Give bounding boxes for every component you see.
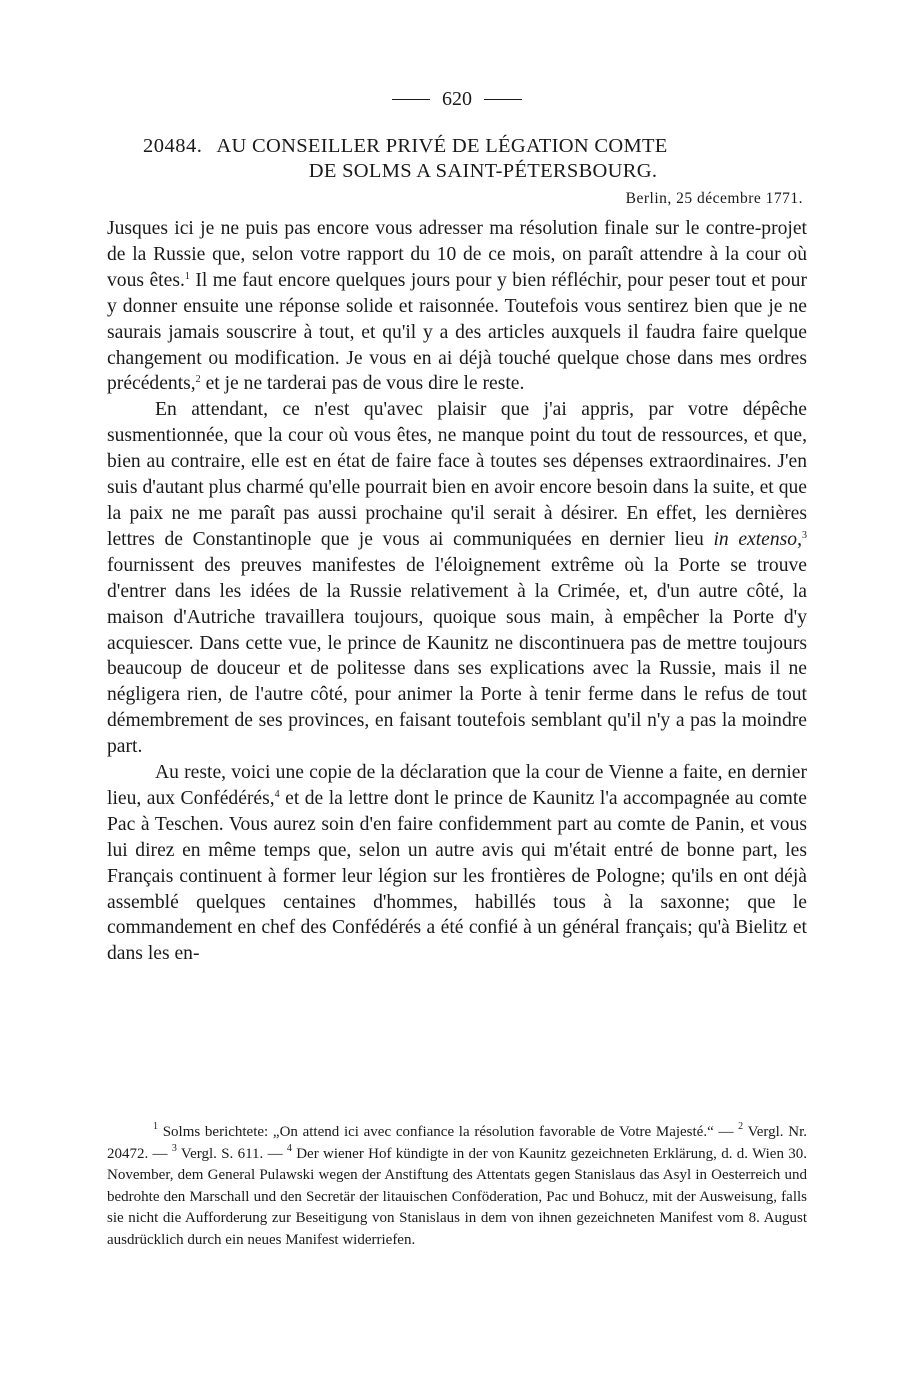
footnote-ref-1: 1 xyxy=(184,270,190,282)
running-head xyxy=(107,86,807,112)
footnote-2-text: Vergl. Nr. 20472. — xyxy=(107,1124,808,1162)
left-rule xyxy=(392,99,430,100)
footnote-ref-3: 3 xyxy=(802,529,807,541)
heading-line-1 xyxy=(107,134,807,159)
paragraph-3-text-b: et de la lettre dont le prince de Kaunitz l'a accompagnée au comte Pac à Teschen. Vous aurez soin d'en faire confidemment part au comte de Panin, et vous lui direz en même temps que, selon un autre avis qui m'était entré de bonne part, les Français continuent à former leur légion sur les frontières de Pologne; qu'ils en ont déjà assemblé quelques centaines d'hommes, habillés tous à la saxonne; que le commandement en chef des Confédérés a été confié à un général français; qu'à Bielitz et dans les en- xyxy=(107,787,807,965)
footnote-block xyxy=(107,1122,807,1251)
footnote-mark-2: 2 xyxy=(738,1121,744,1132)
paragraph-2 xyxy=(107,397,807,760)
letter-number: 20484. xyxy=(143,135,203,157)
paragraph-3-text-a: Au reste, voici une copie de la déclaration que la cour de Vienne a faite, en dernier lieu, aux Confédérés, xyxy=(107,762,807,809)
footnote-3-text: Vergl. S. 611. — xyxy=(176,1145,287,1162)
paragraph-2-text-a: En attendant, ce n'est qu'avec plaisir que j'ai appris, par votre dépêche susmentionnée, que la cour où vous êtes, ne manque point du tout de ressources, et que, bien au contraire, elle est en état de faire face à toutes ses dépenses extraordinaires. J'en suis d'autant plus charmé qu'elle pourrait bien en avoir encore besoin dans la suite, et que la paix ne me paraît pas aussi prochaine qu'il serait à désirer. En effet, les dernières lettres de Constantinople que je vous ai communiquées en dernier lieu xyxy=(107,399,807,550)
letter-body xyxy=(107,216,807,967)
italic-phrase: in extenso xyxy=(713,528,798,550)
page-number: 620 xyxy=(442,88,472,110)
letter-heading xyxy=(107,134,807,184)
footnote-1-text: Solms berichtete: „On attend ici avec confiance la résolution favorable de Votre Majesté.“ — xyxy=(158,1124,739,1140)
paragraph-3 xyxy=(107,760,807,967)
paragraph-1-text-c: et je ne tarderai pas de vous dire le reste. xyxy=(200,373,525,395)
paragraph-1-text-b: Il me faut encore quelques jours pour y bien réfléchir, pour peser tout et pour y donner ensuite une réponse solide et raisonnée. Toutefois vous sentirez bien que je ne saurais jamais souscrire à tout, et qu'il y a des articles auxquels il faudra faire quelque changement ou modification. Je vous en ai déjà touché quelque chose dans mes ordres précédents, xyxy=(107,269,808,395)
paragraph-1 xyxy=(107,216,807,397)
paragraph-1-text-a: Jusques ici je ne puis pas encore vous adresser ma résolution finale sur le contre-projet de la Russie que, selon votre rapport du 10 de ce mois, on paraît attendre à la cour où vous êtes. xyxy=(107,218,807,291)
heading-line-2: DE SOLMS A SAINT-PÉTERSBOURG. xyxy=(308,160,658,182)
dateline: Berlin, 25 décembre 1771. xyxy=(625,190,803,207)
footnote-ref-4: 4 xyxy=(274,788,280,800)
paragraph-2-text-c: fournissent des preuves manifestes de l'éloignement extrême où la Porte se trouve d'entrer dans les idées de la Russie relativement à la Crimée, et, d'un autre côté, la maison d'Autriche travaillera toujours, quoique sous main, à empêcher la Porte d'y acquiescer. Dans cette vue, le prince de Kaunitz ne discontinuera pas de mettre toujours beaucoup de douceur et de politesse dans ses explications avec la Russie, mais il ne négligera rien, de l'autre côté, pour animer la Porte à tenir ferme dans le refus de tout démembrement de ses provinces, en faisant toutefois semblant qu'il n'y a pas la moindre part. xyxy=(107,554,807,758)
heading-title-1: AU CONSEILLER PRIVÉ DE LÉGATION COMTE xyxy=(216,135,668,157)
footnote-mark-1: 1 xyxy=(153,1121,158,1132)
paragraph-2-text-b: , xyxy=(797,528,802,550)
footnote-mark-3: 3 xyxy=(171,1142,177,1154)
footnote-4-text: Der wiener Hof kündigte in der von Kaunitz gezeichneten Erklärung, d. d. Wien 30. November, dem General Pulawski wegen der Anstiftung des Attentats gegen Stanislaus das Asyl in Oesterreich und bedrohte den Marschall und den Secretär der litauischen Conföderation, Pac und Bohucz, mit der Ausweisung, falls sie nicht die Aufforderung zur Beseitigung von Stanislaus in dem von ihnen gezeichneten Manifest vom 8. August ausdrücklich durch ein neues Manifest widerriefen. xyxy=(107,1145,808,1248)
page xyxy=(107,86,807,967)
footnotes xyxy=(107,1122,807,1251)
right-rule xyxy=(484,99,522,100)
footnote-mark-4: 4 xyxy=(286,1142,292,1154)
footnote-ref-2: 2 xyxy=(195,374,201,386)
